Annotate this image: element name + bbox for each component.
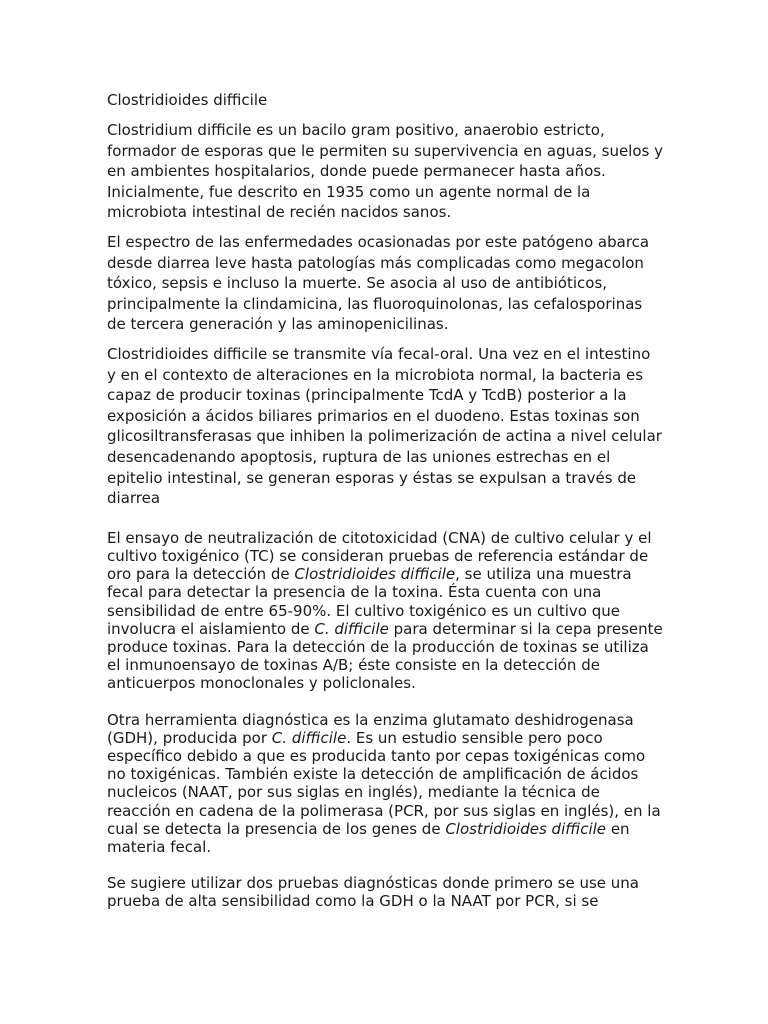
italic-term: Clostridioides difficile — [294, 565, 456, 584]
paragraph-description: Clostridium difficile es un bacilo gram positivo, anaerobio estricto, formador de esporas que le permiten su supervivencia en aguas, suelos y en ambientes hospitalarios, donde puede permanecer hasta años. Inicialmente, fue descrito en 1935 como un agente normal de la microbiota intestinal de recién nacidos sanos. — [107, 121, 663, 222]
text-run: Otra herramienta diagnóstica es la enzima glutamato deshidrogenasa (GDH), producida por — [107, 710, 634, 747]
text-run: para determinar si la cepa presente produce toxinas. Para la detección de la producción de toxinas se utiliza el inmunoensayo de toxinas A/B; éste consiste en la detección de anticuerpos monoclonales y policlonales. — [107, 619, 663, 693]
text-run: . Es un estudio sensible pero poco específico debido a que es producida tanto por cepas toxigénicas como no toxigénicas. También existe la detección de amplificación de ácidos nucleicos (NAAT, por sus siglas en inglés), mediante la técnica de reacción en cadena de la polimerasa (PCR, por sus siglas en inglés), en la cual se detecta la presencia de los genes de — [107, 728, 661, 838]
italic-term: C. difficile — [314, 619, 389, 638]
paragraph-transmission: Clostridioides difficile se transmite vía fecal-oral. Una vez en el intestino y en el contexto de alteraciones en la microbiota normal, la bacteria es capaz de producir toxinas (principalmente TcdA y TcdB) posterior a la exposición a ácidos biliares primarios en el duodeno. Estas toxinas son glicosiltransferasas que inhiben la polimerización de actina a nivel celular desencadenando apoptosis, ruptura de las uniones estrechas en el epitelio intestinal, se generan esporas y éstas se expulsan a través de diarrea — [107, 344, 662, 508]
italic-term: C. difficile — [271, 728, 347, 747]
text-run: El ensayo de neutralización de citotoxicidad (CNA) de cultivo celular y el cultivo toxigénico (TC) se consideran pruebas de referencia estándar de oro para la detección de — [107, 528, 652, 584]
paragraph-gdh-naat — [107, 711, 663, 857]
paragraph-reference-tests — [107, 529, 663, 693]
paragraph-recommendation: Se sugiere utilizar dos pruebas diagnósticas donde primero se use una prueba de alta sensibilidad como la GDH o la NAAT por PCR, si se — [107, 874, 639, 911]
text-run: , se utiliza una muestra fecal para detectar la presencia de la toxina. Ésta cuenta con una sensibilidad de entre 65-90%. El cultivo toxigénico es un cultivo que involucra el aislamiento de — [107, 565, 632, 638]
paragraph-disease-spectrum: El espectro de las enfermedades ocasionadas por este patógeno abarca desde diarrea leve hasta patologías más complicadas como megacolon tóxico, sepsis e incluso la muerte. Se asocia al uso de antibióticos, principalmente la clindamicina, las fluoroquinolonas, las cefalosporinas de tercera generación y las aminopenicilinas. — [107, 232, 650, 334]
document-title: Clostridioides difficile — [107, 91, 268, 109]
italic-term: Clostridioides difficile — [445, 819, 607, 838]
text-run: en materia fecal. — [107, 819, 630, 856]
